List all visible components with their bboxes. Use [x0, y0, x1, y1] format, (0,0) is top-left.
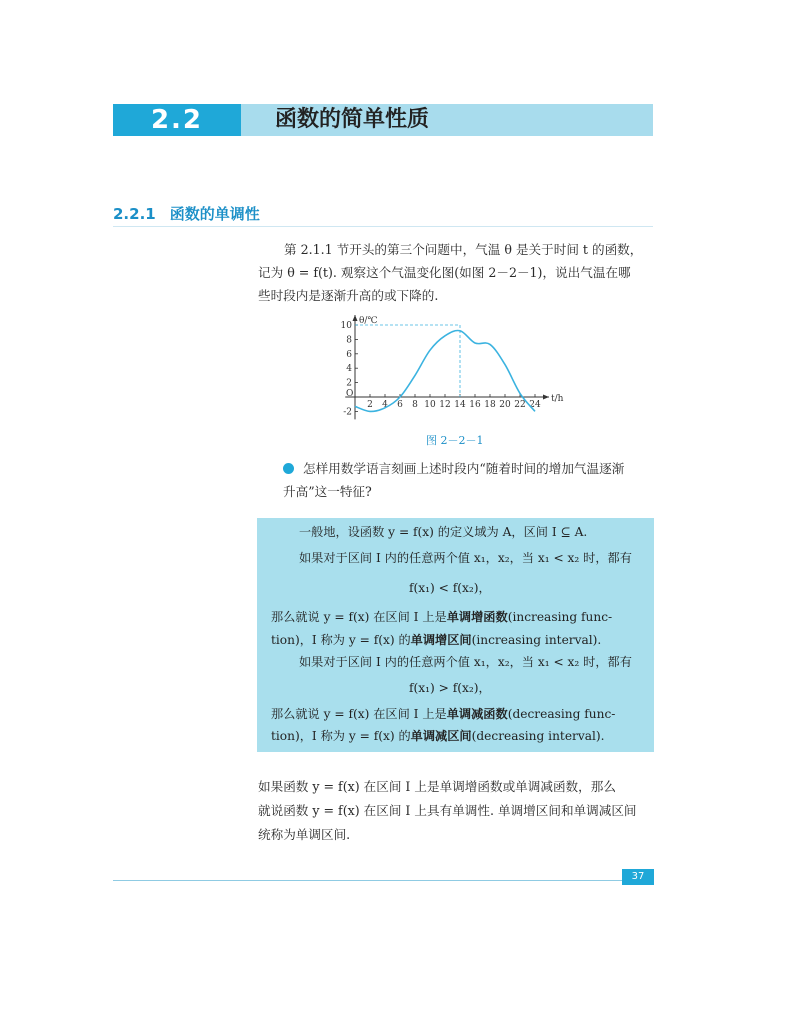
closing-line-2: 就说函数 y = f(x) 在区间 I 上具有单调性. 单调增区间和单调减区间 [258, 803, 637, 818]
definition-box [257, 518, 654, 752]
page-number: 37 [622, 869, 654, 885]
definition-text: tion)，I 称为 y = f(x) 的 [271, 633, 411, 647]
y-tick-label: 4 [346, 364, 352, 375]
definition-line-9 [271, 726, 605, 746]
x-tick-label: 10 [424, 400, 436, 410]
definition-text: (increasing interval). [471, 633, 602, 647]
intro-line-2: 记为 θ = f(t). 观察这个气温变化图(如图 2－2－1)，说出气温在哪 [258, 265, 631, 280]
term-decreasing-function: 单调减函数 [446, 707, 508, 721]
subsection-heading [113, 203, 260, 224]
figure-caption: 图 2－2－1 [426, 434, 484, 447]
y-tick-label: 2 [346, 378, 352, 389]
definition-line-5 [271, 630, 601, 650]
subsection-divider [113, 226, 653, 227]
subsection-number: 2.2.1 [113, 205, 156, 223]
definition-text: (increasing func- [507, 610, 613, 624]
x-tick-label: 16 [469, 400, 481, 410]
term-increasing-interval: 单调增区间 [410, 633, 472, 647]
section-title: 函数的简单性质 [275, 107, 430, 132]
x-tick-label: 8 [412, 400, 418, 410]
x-axis-label: t/h [551, 394, 564, 404]
definition-text: 那么就说 y = f(x) 在区间 I 上是 [271, 610, 447, 624]
intro-paragraph [258, 238, 653, 307]
intro-line-1: 第 2.1.1 节开头的第三个问题中，气温 θ 是关于时间 t 的函数， [284, 242, 643, 257]
footer-rule [113, 880, 628, 881]
definition-line-1: 一般地，设函数 y = f(x) 的定义域为 A，区间 I ⊆ A. [299, 525, 588, 539]
definition-line-6: 如果对于区间 I 内的任意两个值 x₁，x₂，当 x₁ < x₂ 时，都有 [299, 655, 632, 669]
origin-label: O [346, 389, 354, 399]
x-tick-label: 6 [397, 400, 403, 410]
y-tick-label: -2 [343, 407, 352, 418]
subsection-title: 函数的单调性 [169, 205, 260, 223]
x-tick-label: 20 [499, 400, 511, 410]
question-line-1: 怎样用数学语言刻画上述时段内“随着时间的增加气温逐渐 [303, 461, 625, 476]
closing-line-3: 统称为单调区间. [258, 827, 351, 842]
definition-text: (decreasing interval). [471, 729, 605, 743]
section-number: 2.2 [113, 104, 241, 136]
question-line-2: 升高”这一特征? [283, 484, 372, 499]
closing-paragraph [258, 775, 653, 847]
definition-line-4 [271, 607, 612, 627]
definition-line-8 [271, 704, 615, 724]
x-tick-label: 22 [514, 400, 526, 410]
x-axis-arrow-icon [543, 395, 549, 400]
question-paragraph [283, 457, 655, 503]
definition-text: (decreasing func- [507, 707, 616, 721]
y-axis-label: θ/℃ [359, 316, 378, 326]
y-tick-label: 10 [340, 321, 352, 331]
y-axis-arrow-icon [353, 315, 358, 321]
x-tick-label: 4 [382, 400, 388, 410]
x-tick-label: 12 [439, 400, 451, 410]
y-tick-label: 6 [346, 349, 352, 360]
definition-line-2: 如果对于区间 I 内的任意两个值 x₁，x₂，当 x₁ < x₂ 时，都有 [299, 551, 632, 565]
x-tick-label: 18 [484, 400, 496, 410]
definition-formula-decreasing: f(x₁) > f(x₂)， [409, 681, 491, 695]
x-tick-label: 2 [367, 400, 373, 410]
x-tick-label: 24 [529, 400, 541, 410]
definition-text: 那么就说 y = f(x) 在区间 I 上是 [271, 707, 447, 721]
term-decreasing-interval: 单调减区间 [410, 729, 472, 743]
y-tick-label: 8 [346, 335, 352, 346]
temperature-chart [325, 307, 605, 429]
term-increasing-function: 单调增函数 [446, 610, 508, 624]
x-tick-label: 14 [454, 400, 466, 410]
definition-text: tion)，I 称为 y = f(x) 的 [271, 729, 411, 743]
closing-line-1: 如果函数 y = f(x) 在区间 I 上是单调增函数或单调减函数，那么 [258, 779, 616, 794]
definition-formula-increasing: f(x₁) < f(x₂)， [409, 581, 491, 595]
intro-line-3: 些时段内是逐渐升高的或下降的. [258, 288, 439, 303]
